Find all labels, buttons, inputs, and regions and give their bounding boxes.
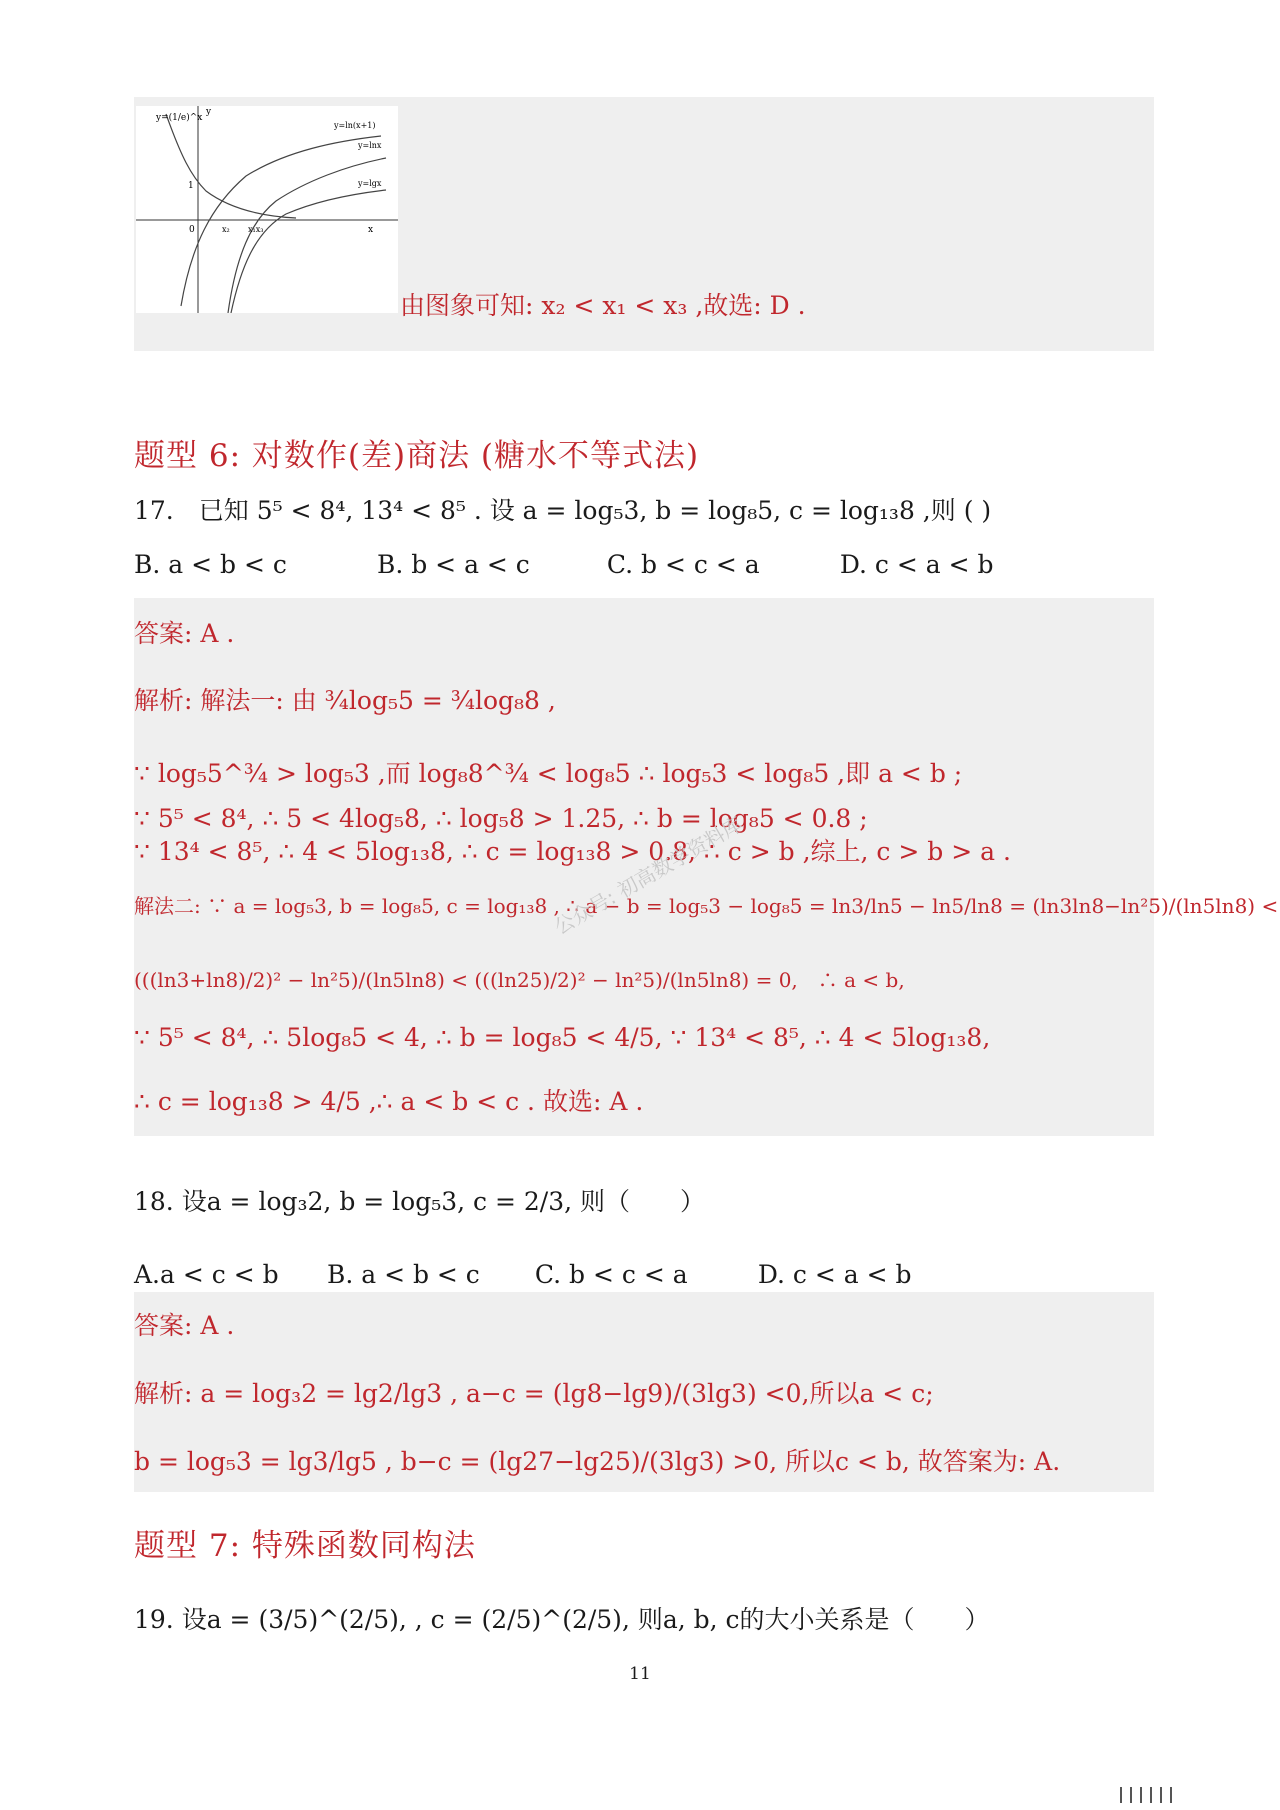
label-lgx: y=lgx — [358, 179, 382, 188]
q18-option-4: D. c < a < b — [757, 1260, 912, 1289]
a17-line-2: ∵ log₅5^¾ > log₅3 ,而 log₈8^¾ < log₈5 ∴ log₅3 < log₈5 ,即 a < b ; — [134, 759, 963, 788]
section-heading-7: 题型 7: 特殊函数同构法 — [134, 1528, 476, 1564]
graph-conclusion: 由图象可知: x₂ < x₁ < x₃ ,故选: D . — [400, 291, 806, 320]
question-18-stem: 18. 设a = log₃2, b = log₅3, c = 2/3, 则（ ） — [134, 1187, 706, 1216]
label-lnx: y=lnx — [358, 141, 382, 150]
label-y-axis: y — [206, 107, 212, 117]
watermark: 公众号: 初高数学资料库 — [550, 811, 747, 940]
ln-x-plus-1-curve — [181, 136, 381, 306]
section-heading-6: 题型 6: 对数作(差)商法 (糖水不等式法) — [134, 438, 700, 474]
q17-option-3: C. b < c < a — [606, 550, 760, 579]
label-ln-x-plus-1: y=ln(x+1) — [334, 121, 376, 130]
label-x2: x₂ — [222, 225, 230, 234]
question-17-stem: 17. 已知 5⁵ < 8⁴, 13⁴ < 8⁵ . 设 a = log₅3, b = log₈5, c = log₁₃8 ,则 ( ) — [134, 496, 992, 525]
function-graph — [136, 106, 398, 313]
label-exp: y=(1/e)^x — [156, 113, 203, 123]
label-x1x3: x₁x₃ — [248, 225, 264, 234]
a17-line-1: 解析: 解法一: 由 ¾log₅5 = ¾log₈8 , — [134, 686, 556, 715]
label-one: 1 — [188, 181, 194, 191]
a18-line-2: b = log₅3 = lg3/lg5 , b−c = (lg27−lg25)/(3lg3) >0, 所以c < b, 故答案为: A. — [134, 1447, 1061, 1476]
exp-curve — [166, 114, 296, 218]
function-graph-svg — [136, 106, 398, 313]
a17-line-8: ∴ c = log₁₃8 > 4/5 ,∴ a < b < c . 故选: A . — [134, 1087, 644, 1116]
question-17-options — [134, 550, 994, 579]
q17-option-2: B. b < a < c — [376, 550, 530, 579]
lgx-curve — [231, 190, 386, 313]
q18-option-3: C. b < c < a — [534, 1260, 688, 1289]
page-number: 11 — [629, 1664, 651, 1684]
question-18-options — [134, 1260, 912, 1289]
q18-option-1: A.a < c < b — [134, 1260, 279, 1289]
question-19-stem: 19. 设a = (3/5)^(2/5), , c = (2/5)^(2/5), 则a, b, c的大小关系是（ ） — [134, 1605, 990, 1634]
q17-option-1: B. a < b < c — [134, 550, 287, 579]
q17-option-4: D. c < a < b — [839, 550, 994, 579]
a17-line-6: (((ln3+ln8)/2)² − ln²5)/(ln5ln8) < (((ln25)/2)² − ln²5)/(ln5ln8) = 0, ∴ a < b, — [134, 968, 905, 992]
a17-line-5: 解法二: ∵ a = log₅3, b = log₈5, c = log₁₃8 , ∴ a − b = log₅3 − log₈5 = ln3/ln5 − ln5/ln8 = (ln3ln8−ln²5)/(ln5ln8) < — [134, 894, 1279, 918]
label-x-axis: x — [368, 225, 374, 235]
a17-answer: 答案: A . — [134, 619, 235, 648]
a18-line-1: 解析: a = log₃2 = lg2/lg3 , a−c = (lg8−lg9)/(3lg3) <0,所以a < c; — [134, 1379, 934, 1408]
a17-line-4: ∵ 13⁴ < 8⁵, ∴ 4 < 5log₁₃8, ∴ c = log₁₃8 > 0.8, ∴ c > b ,综上, c > b > a . — [134, 837, 1011, 866]
label-origin: 0 — [189, 225, 195, 235]
a17-line-3: ∵ 5⁵ < 8⁴, ∴ 5 < 4log₅8, ∴ log₅8 > 1.25, ∴ b = log₈5 < 0.8 ; — [134, 804, 868, 833]
bottom-toolbar-strip — [1060, 1785, 1260, 1805]
a17-line-7: ∵ 5⁵ < 8⁴, ∴ 5log₈5 < 4, ∴ b = log₈5 < 4/5, ∵ 13⁴ < 8⁵, ∴ 4 < 5log₁₃8, — [134, 1023, 991, 1052]
a18-answer: 答案: A . — [134, 1311, 235, 1340]
q18-option-2: B. a < b < c — [326, 1260, 480, 1289]
